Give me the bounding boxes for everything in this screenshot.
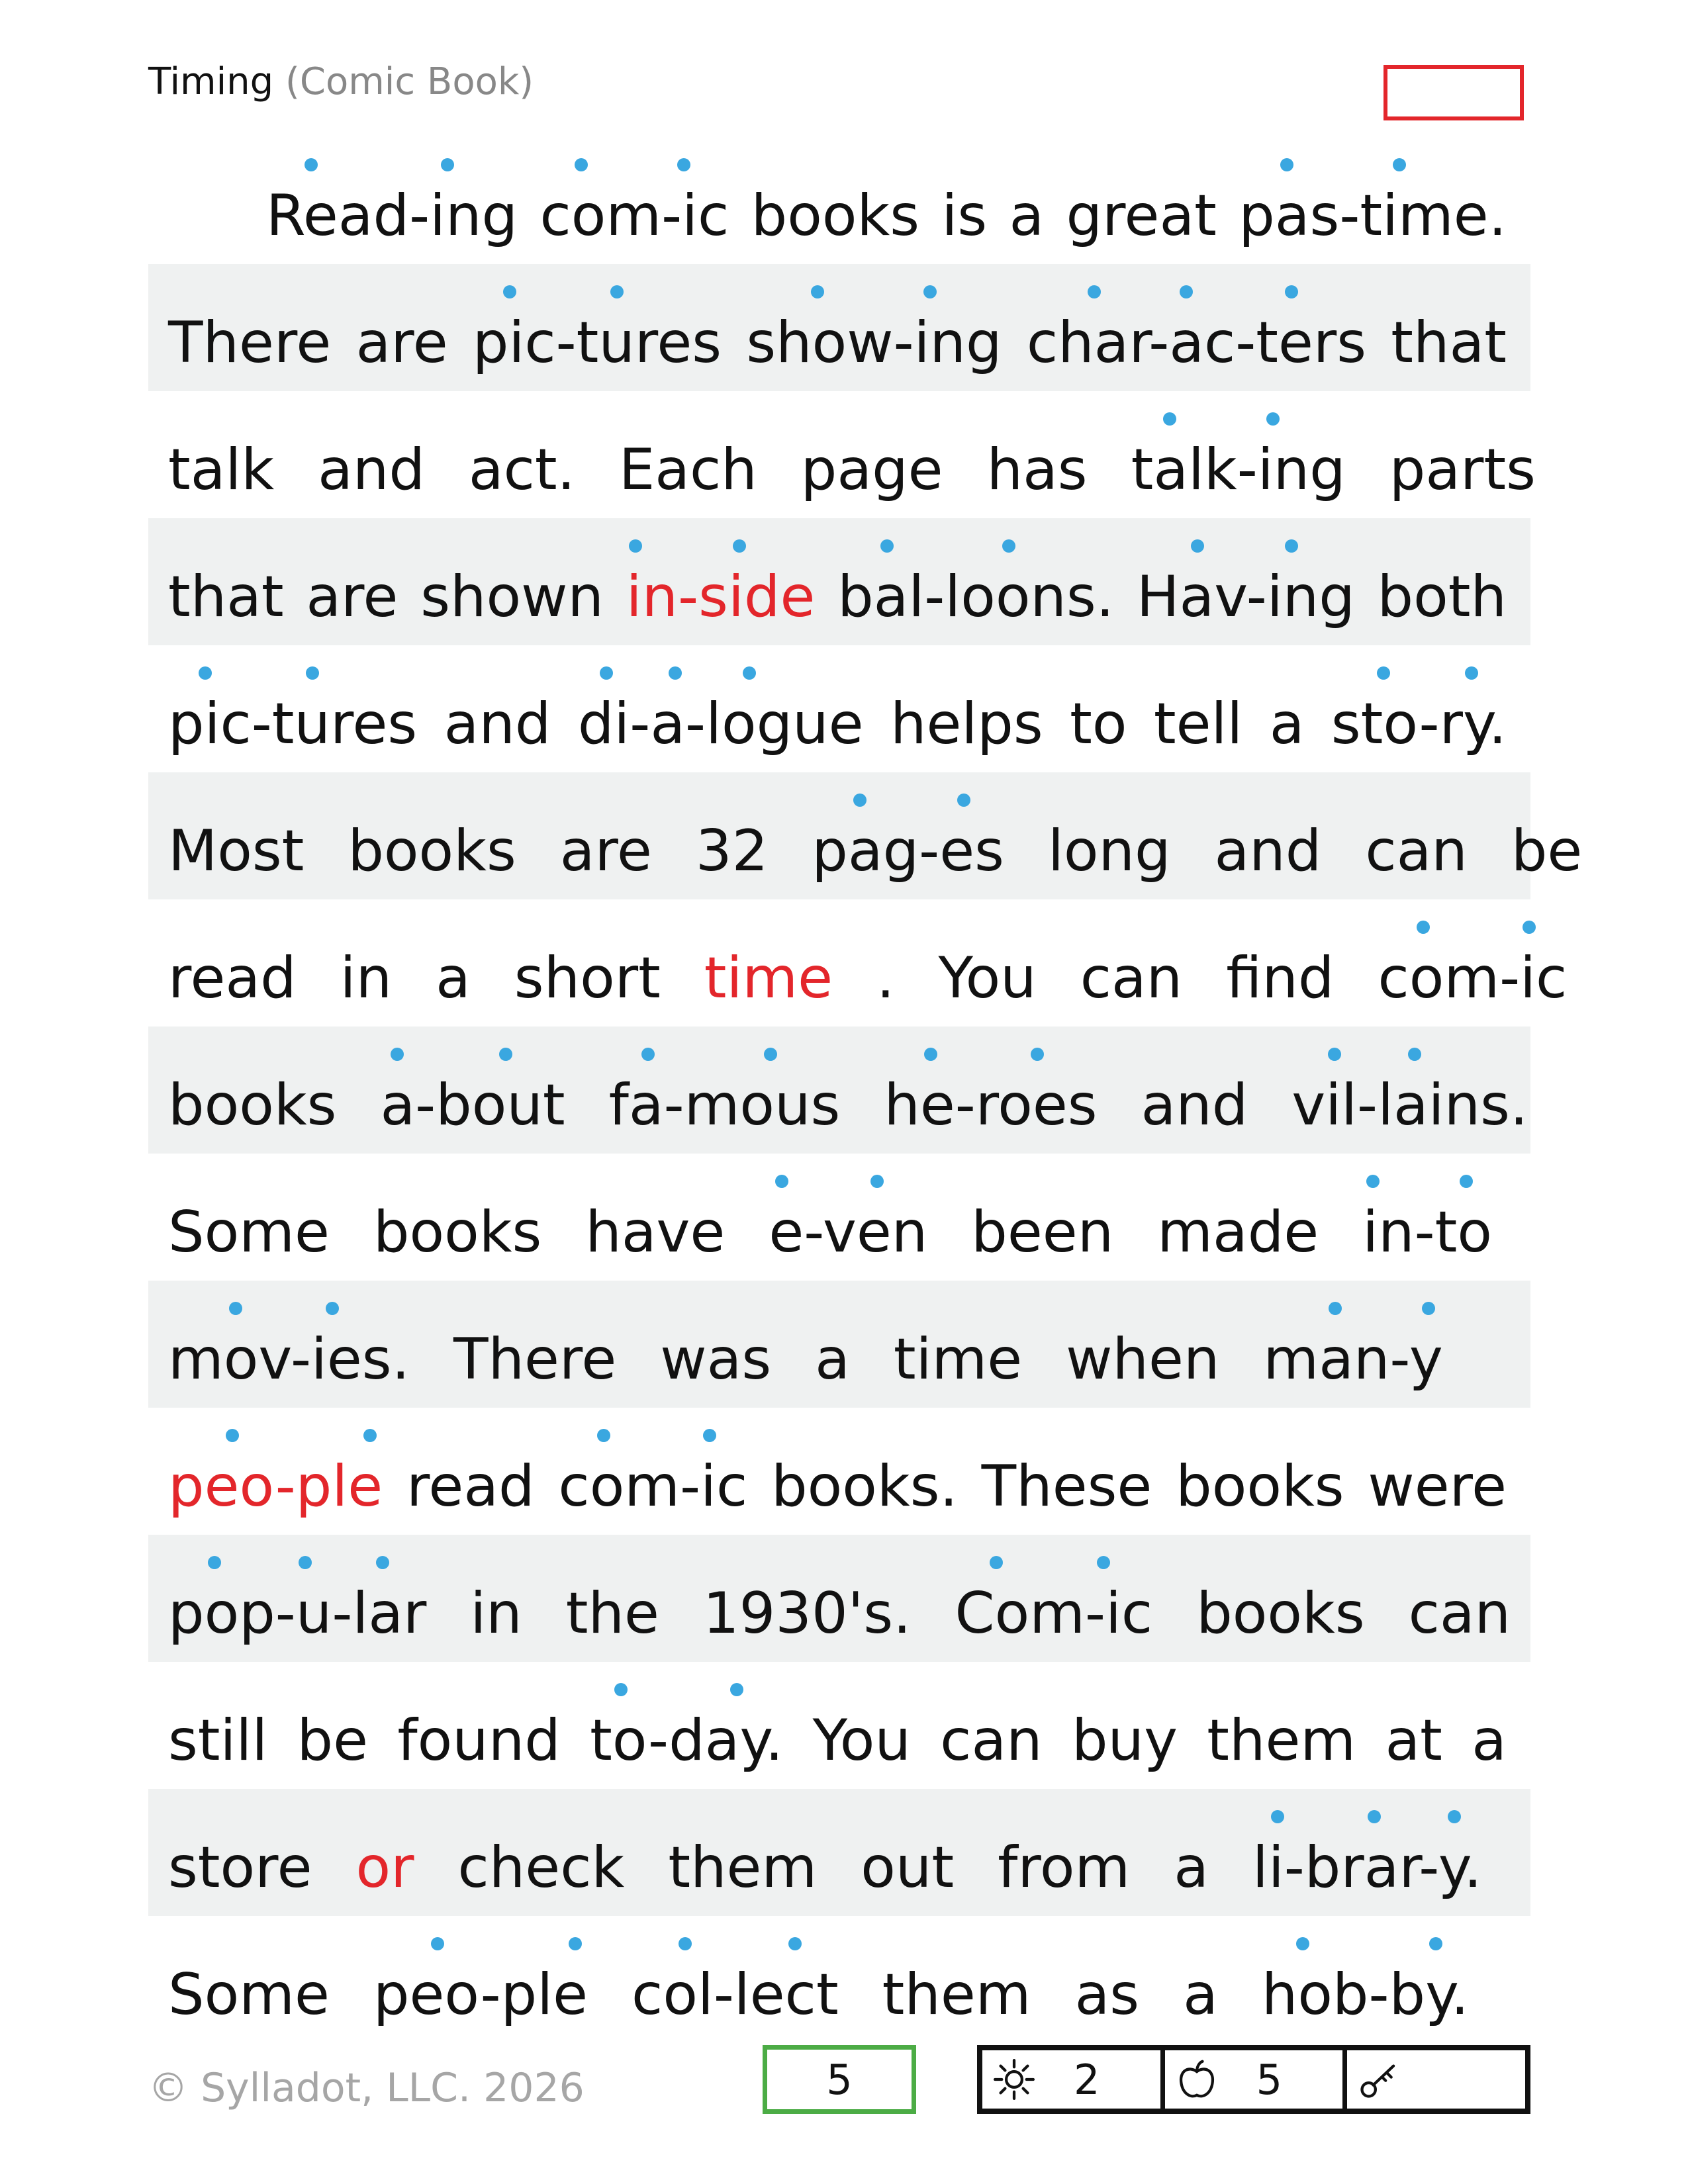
word: talk-ing bbox=[1131, 441, 1346, 498]
word: is bbox=[941, 183, 988, 249]
syllable-dot bbox=[669, 666, 682, 680]
word: show-ing bbox=[746, 314, 1002, 371]
word: shown bbox=[420, 564, 604, 630]
syllable-dot bbox=[811, 285, 824, 298]
word: peo-ple bbox=[373, 1966, 588, 2023]
level-number: 5 bbox=[826, 2055, 853, 2104]
page-title bbox=[148, 60, 534, 103]
syllable-dot bbox=[629, 539, 642, 553]
word: he-roes bbox=[884, 1077, 1097, 1134]
syllable-dot bbox=[1429, 1937, 1442, 1950]
syllable-dot bbox=[1417, 921, 1430, 934]
word: was bbox=[660, 1326, 772, 1392]
word: Some bbox=[168, 1962, 330, 2028]
syllable-dot bbox=[499, 1048, 512, 1061]
syllable-dot bbox=[733, 539, 746, 553]
word: long bbox=[1047, 818, 1171, 884]
word: Some bbox=[168, 1199, 330, 1265]
syllable-dot bbox=[764, 1048, 777, 1061]
syllable-dot bbox=[1180, 285, 1193, 298]
word: to bbox=[1070, 691, 1127, 757]
word: li-brar-y. bbox=[1252, 1839, 1482, 1896]
syllable-dot bbox=[610, 285, 624, 298]
word: both bbox=[1377, 564, 1507, 630]
syllable-dot bbox=[305, 158, 318, 171]
syllable-dot bbox=[363, 1429, 377, 1442]
syllable-dot bbox=[880, 539, 894, 553]
word: check bbox=[457, 1835, 625, 1901]
syllable-dot bbox=[1266, 412, 1280, 426]
syllable-dot bbox=[208, 1556, 221, 1569]
syllable-dot bbox=[1088, 285, 1101, 298]
sun-icon bbox=[992, 2057, 1037, 2102]
word: These bbox=[981, 1453, 1152, 1520]
word: a bbox=[1183, 1962, 1218, 2028]
word: books bbox=[1176, 1453, 1344, 1520]
word: books. bbox=[771, 1453, 958, 1520]
syllable-dot bbox=[431, 1937, 444, 1950]
line-words bbox=[168, 1072, 1528, 1138]
word: them bbox=[668, 1835, 818, 1901]
word: . bbox=[876, 945, 895, 1011]
syllable-dot bbox=[569, 1937, 582, 1950]
line-words bbox=[168, 1326, 1507, 1392]
syllable-dot bbox=[1377, 666, 1390, 680]
syllable-dot bbox=[306, 666, 319, 680]
word: in bbox=[470, 1580, 522, 1647]
word: a bbox=[1174, 1835, 1209, 1901]
word: 32 bbox=[695, 818, 769, 884]
syllable-dot bbox=[299, 1556, 312, 1569]
text-line bbox=[148, 1789, 1530, 1916]
word: pop-u-lar bbox=[168, 1585, 426, 1642]
syllable-dot bbox=[614, 1683, 628, 1696]
word: in bbox=[340, 945, 393, 1011]
highlighted-word: or bbox=[355, 1835, 414, 1901]
syllable-dot bbox=[597, 1429, 610, 1442]
word: that bbox=[168, 564, 284, 630]
word: vil-lains. bbox=[1291, 1077, 1528, 1134]
word: char-ac-ters bbox=[1027, 314, 1366, 371]
word: made bbox=[1157, 1199, 1319, 1265]
line-words bbox=[168, 1199, 1507, 1265]
word: be bbox=[1511, 818, 1583, 884]
title-text: Timing bbox=[148, 60, 274, 103]
word: books bbox=[348, 818, 516, 884]
word: to-day. bbox=[590, 1712, 783, 1769]
line-words bbox=[168, 1580, 1511, 1647]
highlighted-word: peo-ple bbox=[168, 1458, 383, 1515]
syllable-dot bbox=[1328, 1048, 1341, 1061]
text-line bbox=[148, 1154, 1530, 1281]
word: and bbox=[1214, 818, 1322, 884]
syllable-dot bbox=[1408, 1048, 1421, 1061]
syllable-dot bbox=[1285, 539, 1298, 553]
text-line bbox=[148, 1662, 1530, 1789]
word: be bbox=[297, 1707, 369, 1774]
word: There bbox=[453, 1326, 617, 1392]
word: read bbox=[168, 945, 297, 1011]
word: books bbox=[1196, 1580, 1365, 1647]
word: found bbox=[397, 1707, 561, 1774]
word: bal-loons. bbox=[837, 569, 1114, 625]
word: been bbox=[971, 1199, 1114, 1265]
syllable-dot bbox=[743, 666, 756, 680]
word: parts bbox=[1389, 437, 1536, 503]
line-words bbox=[266, 183, 1507, 249]
syllable-dot bbox=[679, 1937, 692, 1950]
word: short bbox=[514, 945, 661, 1011]
word: hob-by. bbox=[1262, 1966, 1469, 2023]
word: can bbox=[940, 1707, 1043, 1774]
syllable-dot bbox=[990, 1556, 1003, 1569]
stat-apple bbox=[1165, 2050, 1348, 2109]
syllable-dot bbox=[924, 1048, 937, 1061]
text-line bbox=[148, 772, 1583, 899]
word: Read-ing bbox=[266, 187, 518, 244]
word: tell bbox=[1153, 691, 1243, 757]
word: in-to bbox=[1362, 1204, 1492, 1261]
word: fa-mous bbox=[609, 1077, 841, 1134]
line-words bbox=[168, 818, 1583, 884]
word: Each bbox=[618, 437, 757, 503]
word: 1930's. bbox=[702, 1580, 912, 1647]
word: store bbox=[168, 1835, 312, 1901]
word: There bbox=[168, 310, 332, 376]
word: pas-time. bbox=[1239, 187, 1507, 244]
syllable-dot bbox=[1460, 1175, 1473, 1188]
word: buy bbox=[1071, 1707, 1178, 1774]
word: them bbox=[1207, 1707, 1356, 1774]
word: from bbox=[998, 1835, 1131, 1901]
line-words bbox=[168, 1707, 1507, 1774]
word: col-lect bbox=[632, 1966, 839, 2023]
line-words bbox=[168, 310, 1507, 376]
word: com-ic bbox=[558, 1458, 747, 1515]
syllable-dot bbox=[1002, 539, 1015, 553]
word: find bbox=[1226, 945, 1335, 1011]
word: the bbox=[565, 1580, 659, 1647]
syllable-dot bbox=[1280, 158, 1293, 171]
syllable-dot bbox=[788, 1937, 802, 1950]
text-line bbox=[148, 1535, 1530, 1662]
word: pic-tures bbox=[168, 696, 417, 752]
text-line bbox=[148, 899, 1568, 1026]
level-box bbox=[763, 2045, 916, 2114]
word: pag-es bbox=[812, 823, 1004, 880]
text-line bbox=[148, 518, 1530, 645]
syllable-dot bbox=[1191, 539, 1204, 553]
syllable-dot bbox=[1422, 1302, 1435, 1315]
word: e-ven bbox=[769, 1204, 927, 1261]
word: at bbox=[1385, 1707, 1442, 1774]
syllable-dot bbox=[226, 1429, 239, 1442]
syllable-dot bbox=[853, 794, 867, 807]
word: still bbox=[168, 1707, 268, 1774]
word: read bbox=[406, 1453, 535, 1520]
syllable-dot bbox=[391, 1048, 404, 1061]
syllable-dot bbox=[870, 1175, 884, 1188]
word: and bbox=[318, 437, 425, 503]
syllable-dot bbox=[575, 158, 588, 171]
title-subtitle: (Comic Book) bbox=[285, 60, 534, 103]
text-line bbox=[148, 1916, 1530, 2043]
word: helps bbox=[890, 691, 1043, 757]
syllable-dot bbox=[775, 1175, 788, 1188]
word: out bbox=[861, 1835, 955, 1901]
line-words bbox=[168, 1962, 1507, 2028]
syllable-dot bbox=[1285, 285, 1298, 298]
word: and bbox=[1141, 1072, 1248, 1138]
word: books bbox=[373, 1199, 542, 1265]
syllable-dot bbox=[1368, 1810, 1381, 1823]
word: act. bbox=[468, 437, 575, 503]
syllable-dot bbox=[1329, 1302, 1342, 1315]
word: were bbox=[1368, 1453, 1507, 1520]
word: are bbox=[559, 818, 652, 884]
syllable-dot bbox=[923, 285, 937, 298]
word: Hav-ing bbox=[1137, 569, 1355, 625]
word: can bbox=[1408, 1580, 1511, 1647]
word: com-ic bbox=[539, 187, 729, 244]
word: talk bbox=[168, 437, 275, 503]
word: a-bout bbox=[380, 1077, 565, 1134]
syllable-dot bbox=[957, 794, 970, 807]
word: a bbox=[1269, 691, 1305, 757]
text-line bbox=[148, 645, 1530, 772]
syllable-dot bbox=[600, 666, 613, 680]
syllable-dot bbox=[376, 1556, 389, 1569]
word: them bbox=[882, 1962, 1031, 2028]
word: has bbox=[986, 437, 1088, 503]
syllable-dot bbox=[199, 666, 212, 680]
syllable-dot bbox=[1366, 1175, 1380, 1188]
syllable-dot bbox=[1523, 921, 1536, 934]
line-words bbox=[168, 1835, 1507, 1901]
line-words bbox=[168, 437, 1536, 503]
word: have bbox=[585, 1199, 726, 1265]
line-words bbox=[168, 564, 1507, 630]
apple-icon bbox=[1174, 2057, 1219, 2102]
syllable-dot bbox=[703, 1429, 716, 1442]
word: when bbox=[1066, 1326, 1220, 1392]
word: a bbox=[1472, 1707, 1507, 1774]
syllable-dot bbox=[1097, 1556, 1110, 1569]
syllable-dot bbox=[441, 158, 454, 171]
word: as bbox=[1074, 1962, 1140, 2028]
text-line bbox=[148, 1026, 1530, 1154]
stat-apple-value: 5 bbox=[1256, 2055, 1283, 2104]
word: can bbox=[1365, 818, 1468, 884]
word: You bbox=[812, 1707, 911, 1774]
syllable-dot bbox=[1448, 1810, 1461, 1823]
word: di-a-logue bbox=[578, 696, 864, 752]
score-box[interactable] bbox=[1383, 65, 1524, 120]
highlighted-word: in-side bbox=[626, 569, 816, 625]
word: books bbox=[751, 183, 920, 249]
word: that bbox=[1391, 310, 1507, 376]
word: a bbox=[815, 1326, 850, 1392]
word: com-ic bbox=[1378, 950, 1567, 1007]
syllable-dot bbox=[1393, 158, 1406, 171]
syllable-dot bbox=[1031, 1048, 1044, 1061]
text-line bbox=[148, 264, 1530, 391]
syllable-dot bbox=[677, 158, 690, 171]
stat-sun bbox=[982, 2050, 1165, 2109]
text-line bbox=[148, 391, 1536, 518]
syllable-dot bbox=[503, 285, 516, 298]
syllable-dot bbox=[641, 1048, 655, 1061]
word: You bbox=[938, 945, 1037, 1011]
word: are bbox=[306, 564, 399, 630]
syllable-dot bbox=[1296, 1937, 1309, 1950]
syllable-dot bbox=[1163, 412, 1176, 426]
word: books bbox=[168, 1072, 337, 1138]
word: and bbox=[444, 691, 551, 757]
word: page bbox=[800, 437, 943, 503]
word: pic-tures bbox=[473, 314, 722, 371]
copyright-notice: © Sylladot, LLC. 2026 bbox=[148, 2065, 585, 2111]
line-words bbox=[168, 945, 1568, 1011]
word: great bbox=[1066, 183, 1217, 249]
text-line bbox=[148, 1281, 1530, 1408]
word: are bbox=[355, 310, 448, 376]
key-icon bbox=[1356, 2057, 1401, 2102]
word: a bbox=[436, 945, 471, 1011]
syllable-dot bbox=[1271, 1810, 1284, 1823]
text-line bbox=[148, 1408, 1530, 1535]
stat-key[interactable] bbox=[1347, 2050, 1525, 2109]
syllable-dot bbox=[326, 1302, 339, 1315]
stats-bar bbox=[977, 2045, 1530, 2114]
highlighted-word: time bbox=[704, 945, 833, 1011]
word: mov-ies. bbox=[168, 1331, 410, 1388]
line-words bbox=[168, 691, 1507, 757]
word: time bbox=[893, 1326, 1023, 1392]
line-words bbox=[168, 1453, 1507, 1520]
word: man-y bbox=[1263, 1331, 1442, 1388]
word: sto-ry. bbox=[1331, 696, 1507, 752]
stat-sun-value: 2 bbox=[1074, 2055, 1100, 2104]
word: Com-ic bbox=[955, 1585, 1153, 1642]
word: can bbox=[1080, 945, 1183, 1011]
syllable-dot bbox=[730, 1683, 743, 1696]
syllable-dot bbox=[229, 1302, 242, 1315]
syllable-dot bbox=[1465, 666, 1478, 680]
word: a bbox=[1009, 183, 1045, 249]
word: Most bbox=[168, 818, 305, 884]
text-line bbox=[148, 137, 1530, 264]
